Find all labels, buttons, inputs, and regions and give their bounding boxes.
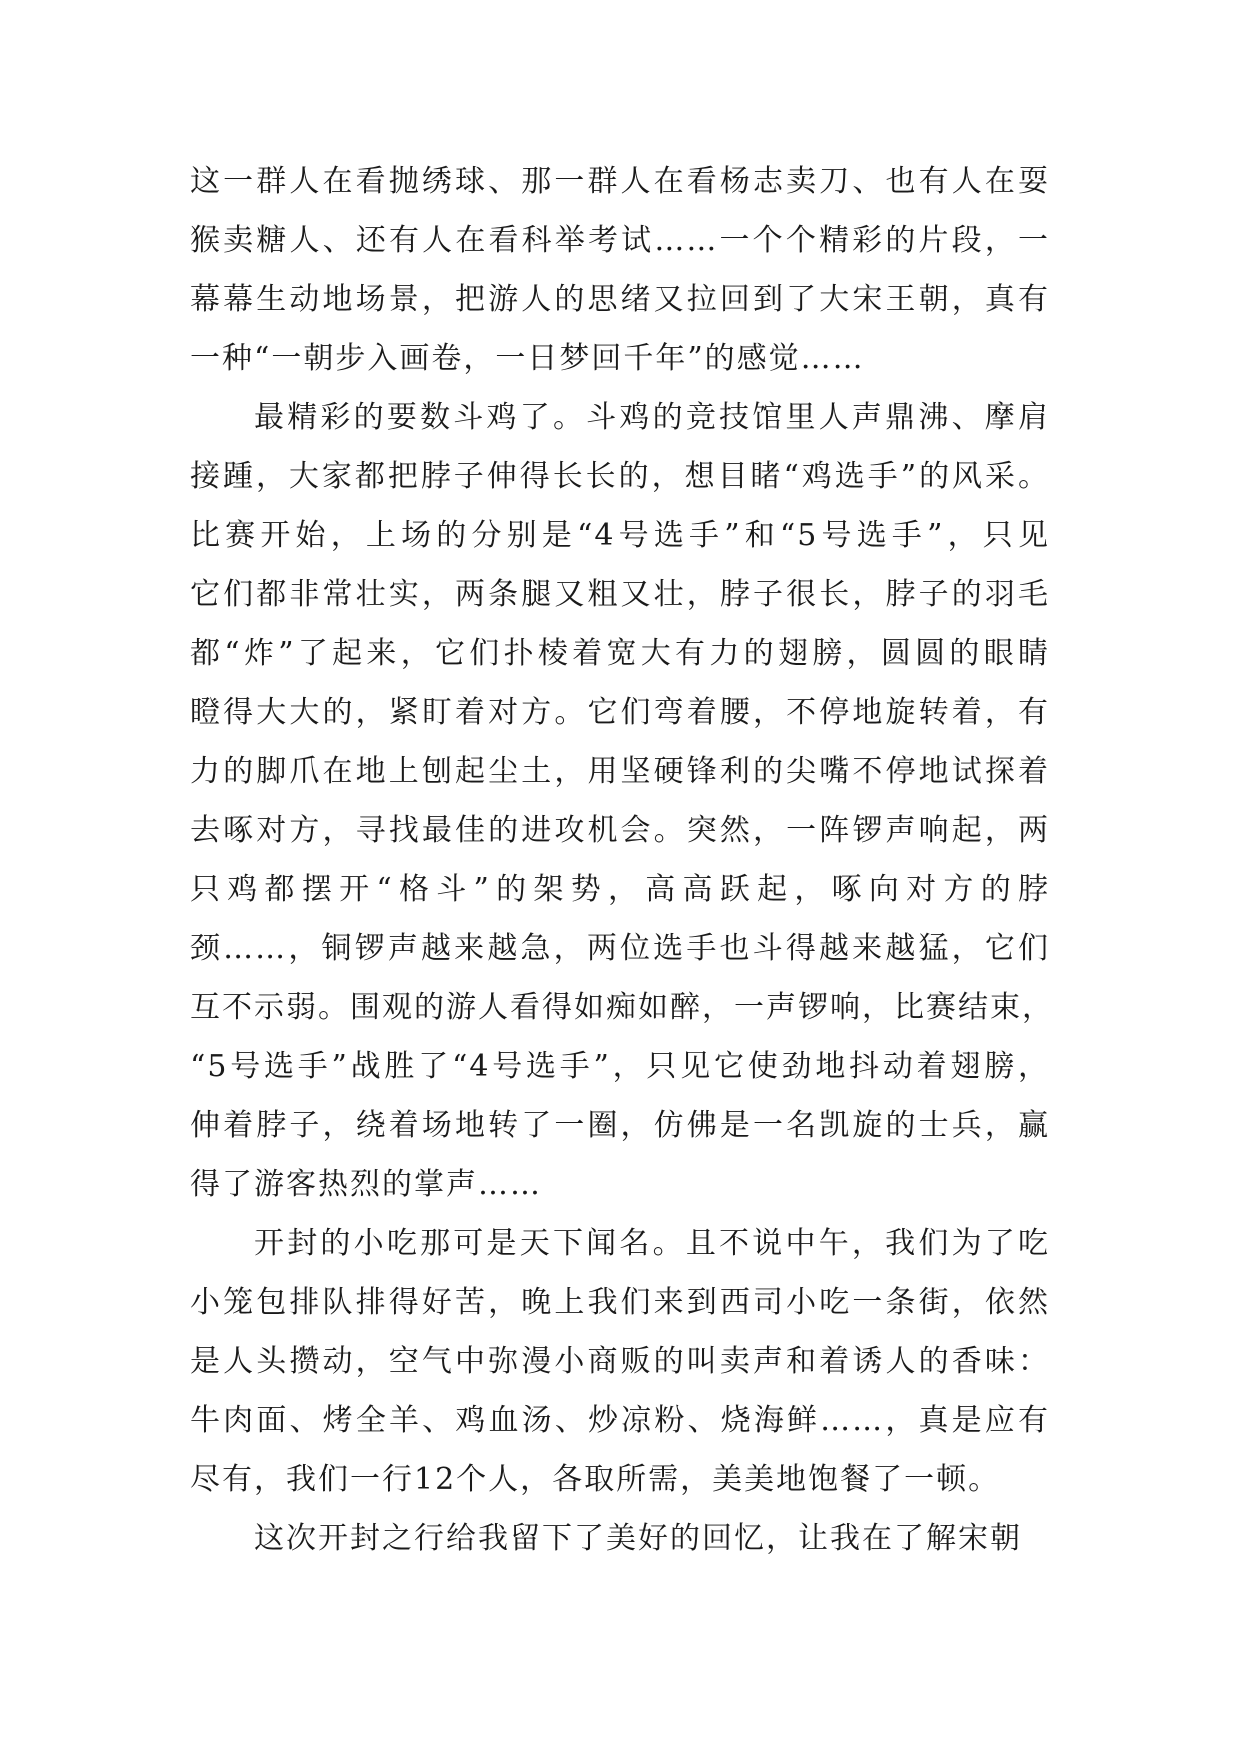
text-line: 伸着脖子，绕着场地转了一圈，仿佛是一名凯旋的士兵，赢 [190,1108,1050,1143]
paragraph-first-line: 最精彩的要数斗鸡了。斗鸡的竞技馆里人声鼎沸、摩肩 [254,400,1050,435]
text-line: 猴卖糖人、还有人在看科举考试……一个个精彩的片段，一 [190,223,1050,258]
text-line: 只鸡都摆开“格斗”的架势，高高跃起，啄向对方的脖 [190,872,1050,907]
text-line: 是人头攒动，空气中弥漫小商贩的叫卖声和着诱人的香味： [190,1344,1050,1379]
paragraph-first-line: 这次开封之行给我留下了美好的回忆，让我在了解宋朝 [254,1521,1022,1556]
text-line: 它们都非常壮实，两条腿又粗又壮，脖子很长，脖子的羽毛 [190,577,1050,612]
text-line: 得了游客热烈的掌声…… [190,1167,542,1202]
text-line: 都“炸”了起来，它们扑棱着宽大有力的翅膀，圆圆的眼睛 [190,636,1050,671]
text-line: 去啄对方，寻找最佳的进攻机会。突然，一阵锣声响起，两 [190,813,1050,848]
essay-body [190,152,1054,1568]
text-line: 比赛开始，上场的分别是“4号选手”和“5号选手”，只见 [190,518,1050,553]
text-line: “5号选手”战胜了“4号选手”，只见它使劲地抖动着翅膀， [190,1049,1050,1084]
text-line: 颈……，铜锣声越来越急，两位选手也斗得越来越猛，它们 [190,931,1050,966]
paragraph-first-line: 开封的小吃那可是天下闻名。且不说中午，我们为了吃 [254,1226,1050,1261]
text-line: 一种“一朝步入画卷，一日梦回千年”的感觉…… [190,341,865,376]
text-line: 接踵，大家都把脖子伸得长长的，想目睹“鸡选手”的风采。 [190,459,1050,494]
text-line: 幕幕生动地场景，把游人的思绪又拉回到了大宋王朝，真有 [190,282,1050,317]
text-line: 这一群人在看抛绣球、那一群人在看杨志卖刀、也有人在耍 [190,164,1050,199]
text-line: 瞪得大大的，紧盯着对方。它们弯着腰，不停地旋转着，有 [190,695,1050,730]
text-line: 尽有，我们一行12个人，各取所需，美美地饱餐了一顿。 [190,1462,1001,1497]
text-line: 牛肉面、烤全羊、鸡血汤、炒凉粉、烧海鲜……，真是应有 [190,1403,1050,1438]
text-line: 小笼包排队排得好苦，晚上我们来到西司小吃一条街，依然 [190,1285,1050,1320]
text-line: 互不示弱。围观的游人看得如痴如醉，一声锣响，比赛结束， [190,990,1054,1025]
text-line: 力的脚爪在地上刨起尘土，用坚硬锋利的尖嘴不停地试探着 [190,754,1050,789]
